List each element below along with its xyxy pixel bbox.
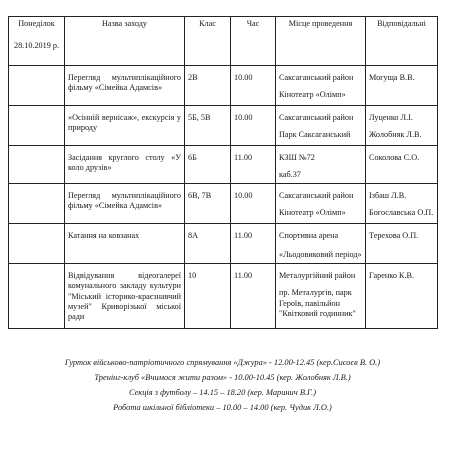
table-row [9, 66, 438, 106]
place-line1: Саксаганський район [279, 73, 354, 82]
class-cell [185, 224, 231, 264]
table-header-row [9, 17, 438, 66]
schedule-table [8, 16, 438, 329]
responsible-cell [366, 224, 438, 264]
place-line2: Кінотеатр «Олімп» [279, 208, 346, 218]
footer-line-library: Робота шкільної бібліотеки – 10.00 – 14.00 (кер. Чудик Л.О.) [113, 403, 332, 412]
time-cell [231, 184, 276, 224]
header-day-cell [9, 17, 65, 66]
class-text: 6Б [188, 153, 197, 162]
event-text: Відвідування відеогалереї комунального закладу культури "Міський історико-краєзнавчий музей" Криворізької міської ради [68, 271, 181, 321]
day-cell-empty [9, 106, 65, 146]
time-cell [231, 106, 276, 146]
place-line2: пр. Металургів, парк Героїв, павільйон "Квітковий годинник" [279, 288, 356, 318]
event-cell [65, 184, 185, 224]
header-responsible: Відповідальні [366, 17, 438, 66]
time-cell [231, 66, 276, 106]
event-cell [65, 66, 185, 106]
event-text: Перегляд мультиплікаційного фільму «Сімейка Адамсів» [68, 73, 181, 93]
place-cell [276, 224, 366, 264]
class-cell [185, 66, 231, 106]
time-text: 11.00 [234, 271, 253, 280]
time-text: 10.00 [234, 113, 253, 122]
event-text: «Осінній вернісаж», екскурсія у природу [68, 113, 181, 133]
footer-line-training: Тренінг-клуб «Вчимося жити разом» - 10.00-10.45 (кер. Жолобняк Л.В.) [94, 373, 351, 382]
table-row [9, 264, 438, 329]
event-text: Катання на ковзанах [68, 231, 140, 240]
resp-line1: Гаренко К.В. [369, 271, 414, 280]
class-cell [185, 184, 231, 224]
place-cell [276, 184, 366, 224]
place-line1: Спортивна арена [279, 231, 339, 240]
time-cell [231, 224, 276, 264]
header-class: Клас [185, 17, 231, 66]
class-text: 2В [188, 73, 198, 82]
class-text: 10 [188, 271, 197, 280]
place-cell [276, 106, 366, 146]
place-line1: Металургійний район [279, 271, 356, 280]
time-text: 10.00 [234, 73, 253, 82]
time-cell [231, 146, 276, 184]
event-text: Засідання круглого столу «У колo друзів» [68, 153, 181, 173]
place-line1: Саксаганський район [279, 113, 354, 122]
resp-line2: Богославська О.П. [369, 208, 434, 218]
table-row [9, 146, 438, 184]
resp-line1: Могуща В.В. [369, 73, 415, 82]
class-text: 8А [188, 231, 199, 240]
responsible-cell [366, 184, 438, 224]
table-row [9, 224, 438, 264]
class-text: 5Б, 5В [188, 113, 211, 122]
place-cell [276, 146, 366, 184]
place-line2: Кінотеатр «Олімп» [279, 90, 346, 100]
resp-line1: Луценко Л.І. [369, 113, 413, 122]
header-day: Понеділок [18, 19, 55, 28]
event-cell [65, 106, 185, 146]
resp-line1: Ізбаш Л.В. [369, 191, 407, 200]
place-line2: «Льодовиковий період» [279, 250, 362, 260]
resp-line2: Жолобняк Л.В. [369, 130, 422, 140]
event-cell [65, 264, 185, 329]
place-line1: КЗШ №72 [279, 153, 315, 162]
responsible-cell [366, 66, 438, 106]
header-time: Час [231, 17, 276, 66]
time-text: 11.00 [234, 231, 253, 240]
responsible-cell [366, 264, 438, 329]
class-cell [185, 146, 231, 184]
time-cell [231, 264, 276, 329]
place-cell [276, 264, 366, 329]
footer-line-club: Гурток військово-патріотичного спрямування «Джура» - 12.00-12.45 (кер.Сисоєв В. О.) [64, 358, 381, 367]
responsible-cell [366, 106, 438, 146]
day-cell-empty [9, 146, 65, 184]
place-line1: Саксаганський район [279, 191, 354, 200]
header-date: 28.10.2019 р. [13, 41, 60, 51]
day-cell-empty [9, 184, 65, 224]
time-text: 10.00 [234, 191, 253, 200]
day-cell-empty [9, 264, 65, 329]
class-cell [185, 106, 231, 146]
event-text: Перегляд мультиплікаційного фільму «Сімейка Адамсів» [68, 191, 181, 211]
footer-notes [8, 355, 437, 415]
footer-line-football: Секція з футболу – 14.15 – 18.20 (кер. Маринич В.Г.) [128, 388, 317, 397]
header-event: Назва заходу [65, 17, 185, 66]
class-text: 6В, 7В [188, 191, 212, 200]
header-place: Місце проведення [276, 17, 366, 66]
place-cell [276, 66, 366, 106]
responsible-cell [366, 146, 438, 184]
table-row [9, 106, 438, 146]
time-text: 11.00 [234, 153, 253, 162]
day-cell-empty [9, 224, 65, 264]
resp-line1: Соколова С.О. [369, 153, 420, 162]
event-cell [65, 146, 185, 184]
place-line2: каб.37 [279, 170, 301, 180]
event-cell [65, 224, 185, 264]
table-row [9, 184, 438, 224]
resp-line1: Терехова О.П. [369, 231, 419, 240]
class-cell [185, 264, 231, 329]
place-line2: Парк Саксаганський [279, 130, 351, 140]
day-cell-empty [9, 66, 65, 106]
